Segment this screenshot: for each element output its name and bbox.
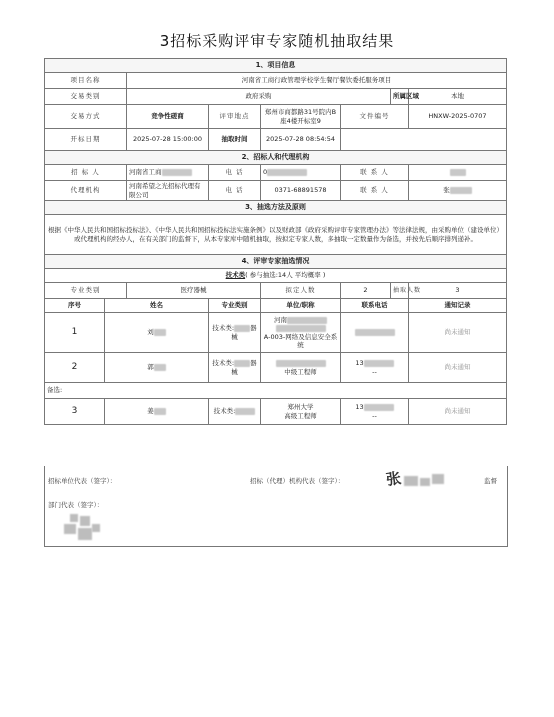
agency-phone-label: 电 话 [209, 181, 261, 201]
row-category [209, 353, 261, 383]
row-no: 2 [45, 353, 105, 383]
tenderer-contact [409, 165, 507, 181]
row-trade-type [45, 89, 507, 105]
region-value: 本地 [409, 89, 507, 105]
tenderer-label: 招 标 人 [45, 165, 127, 181]
redacted-mosaic [235, 408, 255, 415]
redacted-mosaic [154, 329, 166, 336]
table-row [45, 313, 507, 353]
trade-method-label: 交易方式 [45, 105, 127, 129]
row-trade-method [45, 105, 507, 129]
summary-detail: ( 参与抽选:14人 平均概率 ) [245, 271, 326, 280]
department-signature-mosaic [64, 514, 104, 544]
header-unit: 单位/职称 [261, 299, 341, 313]
agency-contact-text: 张 [443, 186, 450, 195]
redacted-mosaic [276, 325, 326, 332]
handwritten-signature: 张 [384, 469, 403, 489]
tenderer-contact-label: 联 系 人 [341, 165, 409, 181]
section-selection [45, 255, 507, 269]
section-parties [45, 151, 507, 165]
section-method [45, 201, 507, 215]
redacted-mosaic [154, 364, 166, 371]
redacted-mosaic [450, 169, 466, 176]
redacted-mosaic [276, 360, 326, 367]
backup-label: 备选: [45, 383, 507, 399]
row-no: 3 [45, 399, 105, 425]
header-notice: 通知记录 [409, 299, 507, 313]
row-method-text [45, 215, 507, 255]
supervise-label: 监督 [484, 477, 497, 485]
region-label: 所属区域 [391, 89, 409, 105]
trade-method-value: 竞争性磋商 [127, 105, 209, 129]
planned-label: 拟定人数 [261, 283, 341, 299]
row-unit-title: A-003-网络及信息安全系统 [263, 332, 338, 349]
redacted-mosaic [267, 169, 307, 176]
redacted-mosaic [234, 325, 250, 332]
row-unit-text: 郑州大学 [287, 403, 314, 412]
row-unit-title: 高级工程师 [284, 411, 317, 420]
planned-value: 2 [341, 283, 391, 299]
row-category [209, 313, 261, 353]
document-title: 3招标采购评审专家随机抽取结果 [159, 32, 395, 50]
file-no-value: HNXW-2025-0707 [409, 105, 507, 129]
agency-rep-label: 招标（代理）机构代表（签字）： [250, 477, 345, 485]
agency-contact-label: 联 系 人 [341, 181, 409, 201]
row-category-text: 技术类: [212, 359, 235, 368]
row-unit [261, 353, 341, 383]
row-name [105, 353, 209, 383]
tenderer-value [127, 165, 209, 181]
row-name-text: 姜 [147, 407, 154, 416]
row-unit-title: 中级工程师 [284, 367, 317, 376]
header-no: 序号 [45, 299, 105, 313]
section-title: 4、评审专家抽选情况 [45, 255, 507, 269]
header-category: 专业类别 [209, 299, 261, 313]
tenderer-name: 河南省工商 [129, 168, 162, 177]
agency-value: 河南希望之光招标代理有限公司 [127, 181, 209, 201]
draw-count-label: 抽取人数 [391, 283, 409, 299]
row-name-text: 刘 [147, 328, 154, 337]
redacted-mosaic [154, 408, 166, 415]
summary-category: 技术类 [225, 271, 246, 280]
row-phone-suffix: -- [372, 411, 377, 420]
section-title: 1、项目信息 [45, 59, 507, 73]
project-name-value: 河南省工商行政管理学校学生餐厅餐饮委托服务项目 [127, 73, 507, 89]
table-row [45, 399, 507, 425]
draw-time-value: 2025-07-28 08:54:54 [261, 129, 341, 151]
redacted-mosaic [355, 329, 395, 336]
redacted-mosaic [364, 360, 394, 367]
row-category-text: 技术类: [212, 324, 235, 333]
row-name [105, 399, 209, 425]
signature-mosaic [404, 474, 444, 488]
tenderer-phone [261, 165, 341, 181]
row-dates [45, 129, 507, 151]
section-project-info [45, 59, 507, 73]
empty-cell [341, 129, 507, 151]
row-agency [45, 181, 507, 201]
selection-summary [45, 269, 507, 283]
row-category-tail: 器械 [231, 324, 257, 341]
row-unit-text: 河南 [274, 316, 287, 325]
tenderer-phone-text: 0 [263, 168, 268, 177]
row-tenderer [45, 165, 507, 181]
tenderer-phone-label: 电 话 [209, 165, 261, 181]
row-name [105, 313, 209, 353]
header-phone: 联系电话 [341, 299, 409, 313]
draw-count-value: 3 [409, 283, 507, 299]
trade-type-label: 交易类别 [45, 89, 127, 105]
row-backup-label [45, 383, 507, 399]
row-phone-text: 13 [355, 403, 364, 412]
row-category-tail: 器械 [231, 359, 257, 376]
file-no-label: 文件编号 [341, 105, 409, 129]
redacted-mosaic [234, 360, 250, 367]
method-paragraph: 根据《中华人民共和国招标投标法》、《中华人民共和国招标投标法实施条例》以及财政部《政府采购评审专家管理办法》等法律法规，由采购单位（建设单位）或代理机构的经办人，在有关部门的监督下，从本专家库中随机抽取，按拟定专家人数，多抽取一定数量作为备选，并按先后顺序排列递补。 [45, 215, 507, 255]
row-category-text: 技术类: [213, 407, 236, 416]
row-phone [341, 313, 409, 353]
row-selection-summary [45, 269, 507, 283]
row-notice: 尚未通知 [409, 399, 507, 425]
redacted-mosaic [364, 404, 394, 411]
location-value: 郑州市商都路31号院内B座4楼开标室9 [261, 105, 341, 129]
row-phone [341, 353, 409, 383]
location-label: 评审地点 [209, 105, 261, 129]
row-phone-text: 13 [355, 359, 364, 368]
agency-label: 代理机构 [45, 181, 127, 201]
row-notice: 尚未通知 [409, 313, 507, 353]
expert-table-header [45, 299, 507, 313]
section-title: 3、抽选方法及原则 [45, 201, 507, 215]
spec-value: 医疗器械 [127, 283, 261, 299]
tenderer-rep-label: 招标单位代表（签字）： [48, 477, 117, 485]
agency-contact [409, 181, 507, 201]
table-row [45, 353, 507, 383]
header-name: 姓名 [105, 299, 209, 313]
project-name-label: 项目名称 [45, 73, 127, 89]
department-rep-label: 部门代表（签字）： [48, 501, 104, 509]
row-unit [261, 313, 341, 353]
agency-phone: 0371-68891578 [261, 181, 341, 201]
row-unit [261, 399, 341, 425]
row-category [209, 399, 261, 425]
redacted-mosaic [162, 169, 192, 176]
open-date-value: 2025-07-28 15:00:00 [127, 129, 209, 151]
row-phone-suffix: -- [372, 367, 377, 376]
open-date-label: 开标日期 [45, 129, 127, 151]
row-name-text: 郭 [147, 363, 154, 372]
row-notice: 尚未通知 [409, 353, 507, 383]
trade-type-value: 政府采购 [127, 89, 391, 105]
row-project-name [45, 73, 507, 89]
spec-label: 专业类别 [45, 283, 127, 299]
redacted-mosaic [287, 317, 327, 324]
row-no: 1 [45, 313, 105, 353]
section-title: 2、招标人和代理机构 [45, 151, 507, 165]
draw-time-label: 抽取时间 [209, 129, 261, 151]
redacted-mosaic [450, 187, 472, 194]
row-spec [45, 283, 507, 299]
row-phone [341, 399, 409, 425]
result-form-table [44, 58, 507, 425]
